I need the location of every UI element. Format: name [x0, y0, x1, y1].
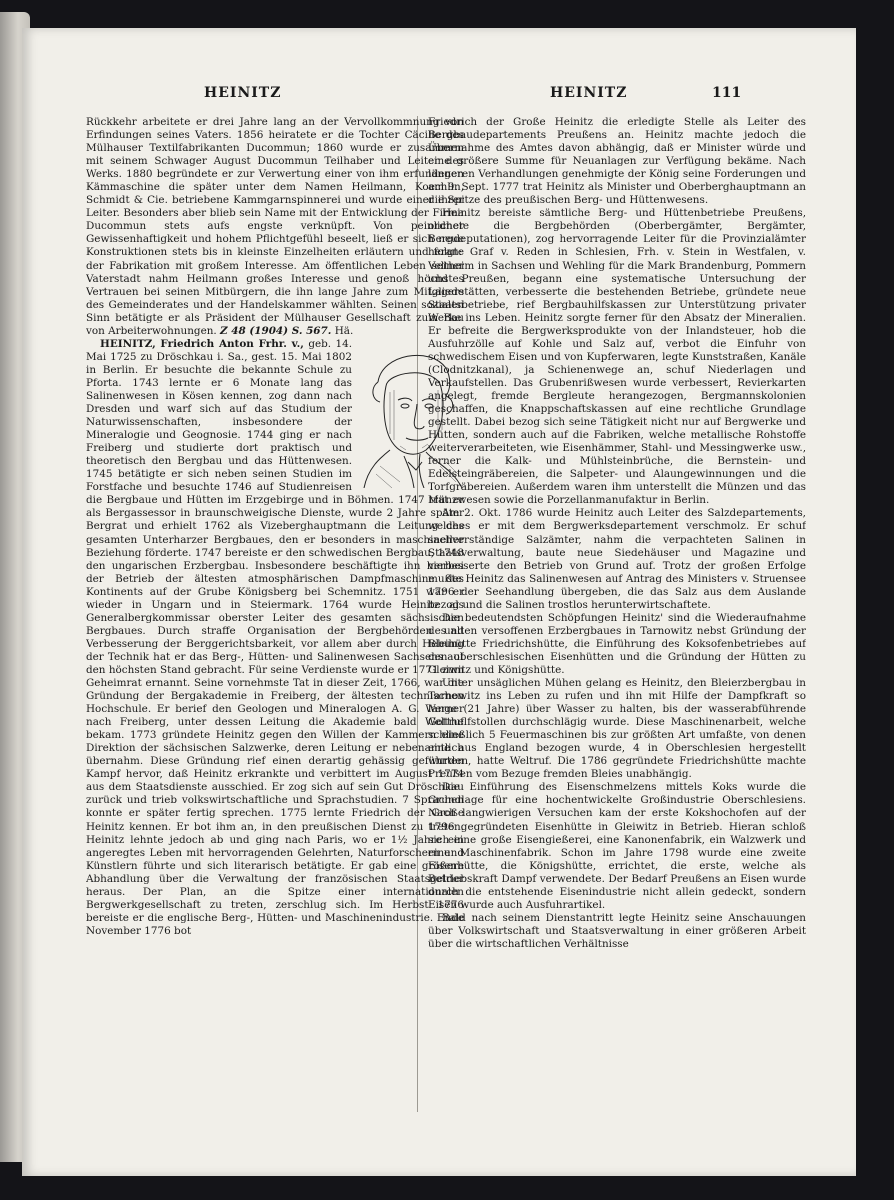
paragraph-text: geb. 14. Mai 1725 zu Dröschkau i. Sa., gest. 15. Mai 1802 in Berlin. Er besuchte die bekannte Schule zu Pforta. 1743 lernte er 6 Monate lang das Salinenwesen in Kösen kennen, zog dann nach Dresden und warf sich auf das Studium der Naturwissenschaften, insbesondere der Mineralogie und Geognosie. 1744 ging er nach Freiberg und studierte dort praktisch und theoretisch den Bergbau und das Hüttenwesen. 1745 betätigte er sich neben seinen Studien im Forstfache und besuchte 1746 auf Studienreisen die Bergbaue und Hütten im Erzgebirge und in Böhmen. 1747 trat er als Bergassessor in braunschweigische Dienste, wurde 2 Jahre später Bergrat und erhielt 1762 als Vizeberghauptmann die Leitung des gesamten Unterharzer Bergbaues, den er besonders in maschineller Beziehung förderte. 1747 bereiste er den schwedischen Bergbau, 1748 den ungarischen Erzbergbau. Insbesondere beschäftigte ihn hierbei der Betrieb der ältesten atmosphärischen Dampfmaschine des Kontinents auf der Grube Königsberg bei Schemnitz. 1751 war er wieder in Ungarn und in Steiermark. 1764 wurde Heinitz als Generalbergkommissar oberster Leiter des gesamten sächsischen Bergbaues. Durch straffe Organisation der Bergbehörden und Verbesserung der Berggerichtsbarkeit, vor allem aber durch Hebung der Technik hat er das Berg-, Hütten- und Salinenwesen Sachsens auf den höchsten Stand gebracht. Für seine Verdienste wurde er 1771 zum Geheimrat ernannt. Seine vornehmste Tat in dieser Zeit, 1766, war die Gründung der Bergakademie in Freiberg, der ältesten technischen Hochschule. Er berief den Geologen und Mineralogen A. G. Werner nach Freiberg, unter dessen Leitung die Akademie bald Weltruf bekam. 1773 gründete Heinitz gegen den Willen der Kammern eine Direktion der sächsischen Salzwerke, deren Leitung er nebenamtlich übernahm. Diese Gründung rief einen derartig gehässig geführten Kampf hervor, daß Heinitz erkrankte und verbittert im August 1774 aus dem Staatsdienste ausschied. Er zog sich auf sein Gut Dröschkau zurück und trieb volkswirtschaftliche und Sprachstudien. 7 Sprachen konnte er später fertig sprechen. 1775 lernte Friedrich der Große Heinitz kennen. Er bot ihm an, in den preußischen Dienst zu treten. Heinitz lehnte jedoch ab und ging nach Paris, wo er 1½ Jahre ein angeregtes Leben mit hervorragenden Gelehrten, Naturforschern und Künstlern führte und sich literarisch betätigte. Er gab eine größere Abhandlung über die Verwaltung der französischen Staatsgelder heraus. Der Plan, an die Spitze einer internationalen Bergwerkgesellschaft zu treten, zerschlug sich. Im Herbst 1776 bereiste er die englische Berg-, Hütten- und Maschinenindustrie. Ende November 1776 bot: [86, 337, 464, 937]
reference: Z 48 (1904) S. 567.: [220, 324, 332, 337]
running-head-right: HEINITZ: [550, 85, 628, 101]
paragraph: Die bedeutendsten Schöpfungen Heinitz' sind die Wiederaufnahme des alten versoffenen Erzbergbaues in Tarnowitz nebst Gründung der Bleihütte Friedrichshütte, die Einführung des Koksofenbetriebes auf den oberschlesischen Eisenhütten und die Gründung der Hütten zu Gleiwitz und Königshütte.: [428, 611, 806, 676]
paragraph: Friedrich der Große Heinitz die erledigte Stelle als Leiter des Bergbaudepartements Preußens an. Heinitz machte jedoch die Übernahme des Amtes davon abhängig, daß er Minister würde und eine größere Summe für Neuanlagen zur Verfügung bekäme. Nach längeren Verhandlungen genehmigte der König seine Forderungen und am 9. Sept. 1777 trat Heinitz als Minister und Oberberghauptmann an die Spitze des preußischen Berg- und Hüttenwesens.: [428, 116, 806, 207]
paragraph-text: Rückkehr arbeitete er drei Jahre lang an der Vervollkommnung von Erfindungen seines Vaters. 1856 heiratete er die Tochter Cäcilie des Mülhauser Textilfabrikanten Ducommun; 1860 wurde er zusammen mit seinem Schwager August Ducommun Teilhaber und Leiter des Werks. 1880 begründete er zur Verwertung einer von ihm erfundenen Kämmaschine die später unter dem Namen Heilmann, Koechlin, Schmidt & Cie. betriebene Kammgarnspinnerei und wurde einer ihrer Leiter. Besonders aber blieb sein Name mit der Entwicklung der Firma Ducommun stets aufs engste verknüpft. Von peinlicher Gewissenhaftigkeit und hohem Pflichtgefühl beseelt, ließ er sich neue Konstruktionen stets bis in kleinste Einzelheiten erläutern und folgte der Fabrikation mit großem Interesse. Am öffentlichen Leben seiner Vaterstadt nahm Heilmann großes Interesse und genoß höchstes Vertrauen bei seinen Mitbürgern, die ihn lange Jahre zum Mitgliede des Gemeinderates und der Handelskammer wählten. Seinen sozialen Sinn betätigte er als Präsident der Mülhauser Gesellschaft zum Bau von Arbeiterwohnungen.: [86, 116, 464, 337]
paragraph: Bald nach seinem Dienstantritt legte Heinitz seine Anschauungen über Volkswirtschaft und Staatsverwaltung in einer größeren Arbeit über die wirtschaftlichen Verhältnisse: [428, 911, 806, 950]
paragraph: [86, 116, 464, 338]
paragraph: Die Einführung des Eisenschmelzens mittels Koks wurde die Grundlage für eine hochentwickelte Großindustrie Oberschlesiens. Nach langwierigen Versuchen kam der erste Kokshochofen auf der 1796 gegründeten Eisenhütte in Gleiwitz in Betrieb. Hieran schloß sich eine große Eisengießerei, eine Kanonenfabrik, ein Walzwerk und eine Maschinenfabrik. Schon im Jahre 1798 wurde eine zweite Eisenhütte, die Königshütte, errichtet, die erste, welche als Betriebskraft Dampf verwendete. Der Bedarf Preußens an Eisen wurde durch die entstehende Eisenindustrie nicht allein gedeckt, sondern Eisen wurde auch Ausfuhrartikel.: [428, 781, 806, 911]
page-number: 111: [712, 85, 742, 101]
left-column: [86, 116, 464, 1116]
entry-heading: HEINITZ, Friedrich Anton Frhr. v.,: [100, 337, 304, 350]
running-head-left: HEINITZ: [204, 85, 282, 101]
paragraph: Heinitz bereiste sämtliche Berg- und Hüttenbetriebe Preußens, ordnete die Bergbehörden (Oberbergämter, Bergämter, Bergdeputationen), zog hervorragende Leiter für die Provinzialämter heran: Graf v. Reden in Schlesien, Frh. v. Stein in Westfalen, v. Veltheim in Sachsen und Wehling für die Mark Brandenburg, Pommern und Preußen, begann eine systematische Untersuchung der Lagerstätten, verbesserte die bestehenden Betriebe, gründete neue Staatsbetriebe, rief Bergbauhilfskassen zur Unterstützung privater Werke ins Leben. Heinitz sorgte ferner für den Absatz der Mineralien. Er befreite die Bergwerksprodukte von der Inlandsteuer, hob die Ausfuhrzölle auf Kohle und Salz auf, verbot die Einfuhr von schwedischem Eisen und von Kupferwaren, legte Kunststraßen, Kanäle (Clodnitzkanal), ja Schienenwege an, schuf Niederlagen und Verkaufstellen. Das Grubenrißwesen wurde verbessert, Revierkarten angelegt, fremde Bergleute herangezogen, Bergmannskolonien geschaffen, die Knappschaftskassen auf eine rechtliche Grundlage gestellt. Dabei bezog sich seine Tätigkeit nicht nur auf Bergwerke und Hütten, sondern auch auf die Fabriken, welche metallische Rohstoffe weiterverarbeiteten, wie Eisenhämmer, Stahl- und Messingwerke usw., ferner die Kalk- und Mühlsteinbrüche, die Bernstein- und Edelsteingräbereien, die Salpeter- und Alaungewinnungen und die Torfgräbereien. Außerdem waren ihm unterstellt die Münzen und das Münzwesen sowie die Porzellanmanufaktur in Berlin.: [428, 207, 806, 507]
paragraph: Am 2. Okt. 1786 wurde Heinitz auch Leiter des Salzdepartements, welches er mit dem Bergwerksdepartement verschmolz. Er schuf sachverständige Salzämter, nahm die verpachteten Salinen in Staatsverwaltung, baute neue Siedehäuser und Magazine und verbesserte den Betrieb von Grund auf. Trotz der großen Erfolge mußte Heinitz das Salinenwesen auf Antrag des Ministers v. Struensee 1796 der Seehandlung übergeben, die das Salz aus dem Auslande bezog und die Salinen trostlos herunterwirtschaftete.: [428, 507, 806, 611]
right-column: [428, 116, 806, 1116]
book-page: [22, 28, 856, 1176]
paragraph: Unter unsäglichen Mühen gelang es Heinitz, den Bleierzbergbau in Tarnowitz ins Leben zu rufen und ihn mit Hilfe der Dampfkraft so lange (21 Jahre) über Wasser zu halten, bis der wasserabführende Gotthelfstollen durchschlägig wurde. Diese Maschinenarbeit, welche schließlich 5 Feuermaschinen bis zur größten Art umfaßte, von denen eine aus England bezogen wurde, 4 in Oberschlesien hergestellt wurden, hatte Weltruf. Die 1786 gegründete Friedrichshütte machte Preußen vom Bezuge fremden Bleies unabhängig.: [428, 677, 806, 781]
entry-paragraph: [86, 338, 464, 938]
author-initials: Hä.: [334, 324, 354, 337]
